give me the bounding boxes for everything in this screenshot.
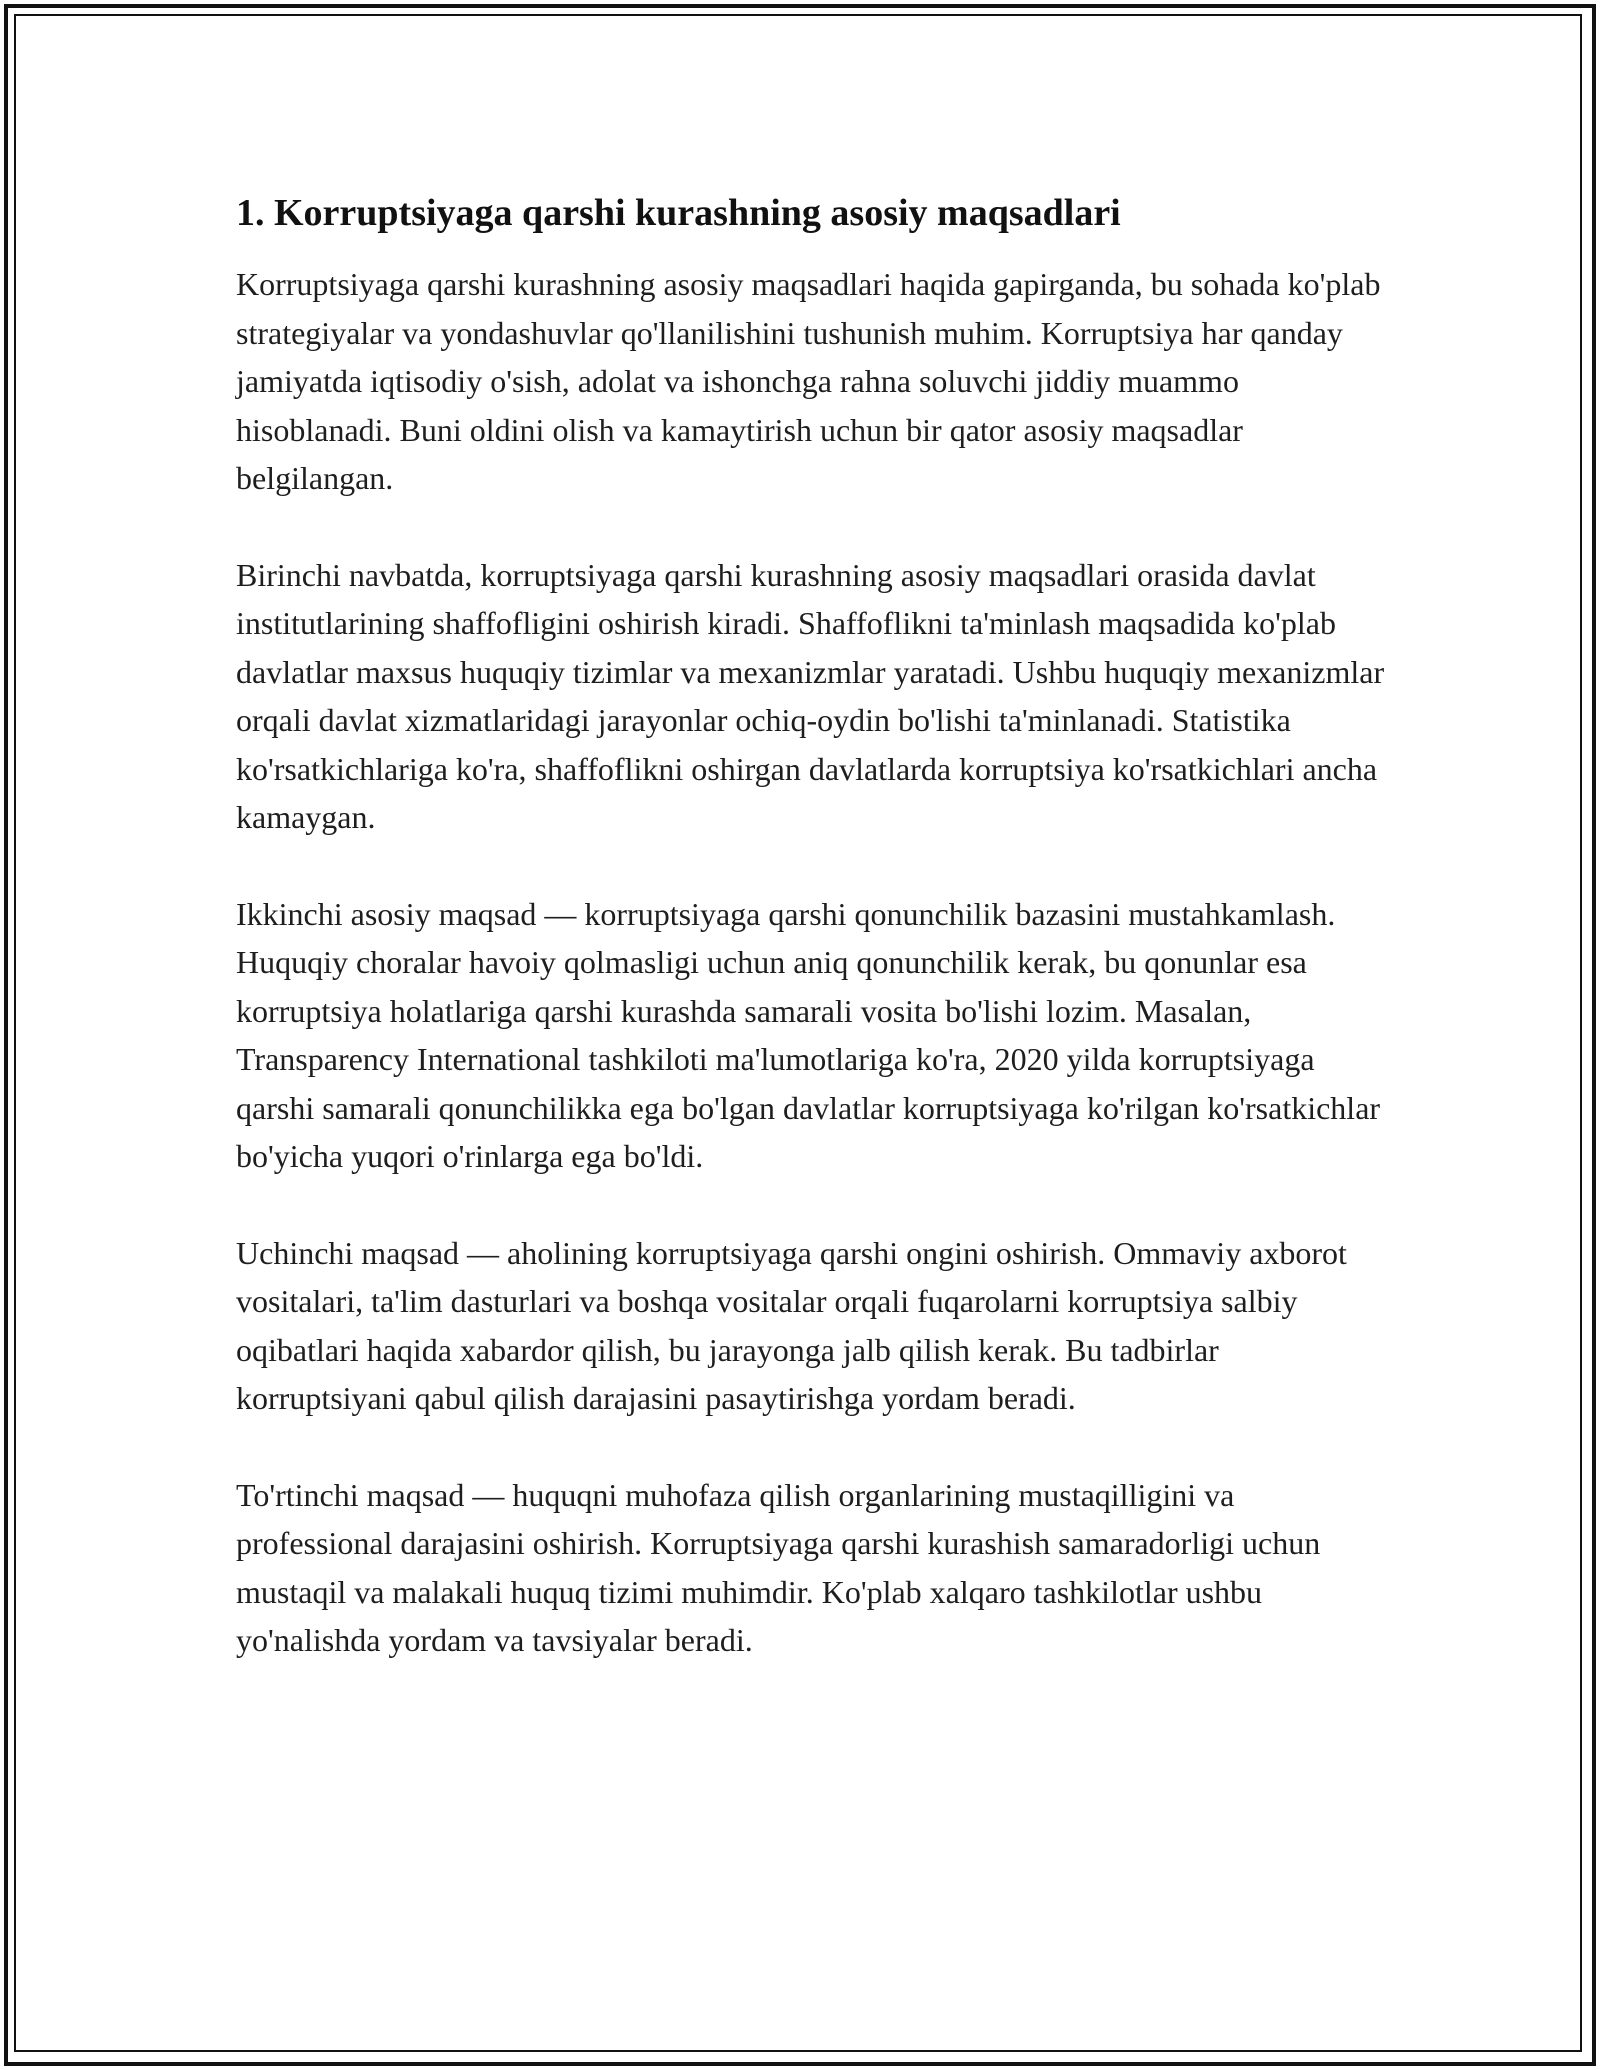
paragraph-first-goal: Birinchi navbatda, korruptsiyaga qarshi kurashning asosiy maqsadlari orasida davlat institutlarining shaffofligini oshirish kiradi. Shaffoflikni ta'minlash maqsadida ko'plab davlatlar maxsus huquqiy tizimlar va mexanizmlar yaratadi. Ushbu huquqiy mexanizmlar orqali davlat xizmatlaridagi jarayonlar ochiq-oydin bo'lishi ta'minlanadi. Statistika ko'rsatkichlariga ko'ra, shaffoflikni oshirgan davlatlarda korruptsiya ko'rsatkichlari ancha kamaygan. [236,556,1385,835]
document-body [236,186,1386,1713]
paragraph-intro: Korruptsiyaga qarshi kurashning asosiy maqsadlari haqida gapirganda, bu sohada ko'plab strategiyalar va yondashuvlar qo'llanilishini tushunish muhim. Korruptsiya har qanday jamiyatda iqtisodiy o'sish, adolat va ishonchga rahna soluvchi jiddiy muammo hisoblanadi. Buni oldini olish va kamaytirish uchun bir qator asosiy maqsadlar belgilangan. [236,266,1381,496]
paragraph-second-goal: Ikkinchi asosiy maqsad — korruptsiyaga qarshi qonunchilik bazasini mustahkamlash. Huquqiy choralar havoiy qolmasligi uchun aniq qonunchilik kerak, bu qonunlar esa korruptsiya holatlariga qarshi kurashda samarali vosita bo'lishi lozim. Masalan, Transparency International tashkiloti ma'lumotlariga ko'ra, 2020 yilda korruptsiyaga qarshi samarali qonunchilikka ega bo'lgan davlatlar korruptsiyaga ko'rilgan ko'rsatkichlar bo'yicha yuqori o'rinlarga ega bo'ldi. [236,895,1381,1174]
paragraph-third-goal: Uchinchi maqsad — aholining korruptsiyaga qarshi ongini oshirish. Ommaviy axborot vositalari, ta'lim dasturlari va boshqa vositalar orqali fuqarolarni korruptsiya salbiy oqibatlari haqida xabardor qilish, bu jarayonga jalb qilish kerak. Bu tadbirlar korruptsiyani qabul qilish darajasini pasaytirishga yordam beradi. [236,1234,1347,1416]
section-heading: 1. Korruptsiyaga qarshi kurashning asosiy maqsadlari [236,192,1121,234]
paragraph-fourth-goal: To'rtinchi maqsad — huquqni muhofaza qilish organlarining mustaqilligini va professional darajasini oshirish. Korruptsiyaga qarshi kurashish samaradorligi uchun mustaqil va malakali huquq tizimi muhimdir. Ko'plab xalqaro tashkilotlar ushbu yo'nalishda yordam va tavsiyalar beradi. [236,1476,1321,1658]
